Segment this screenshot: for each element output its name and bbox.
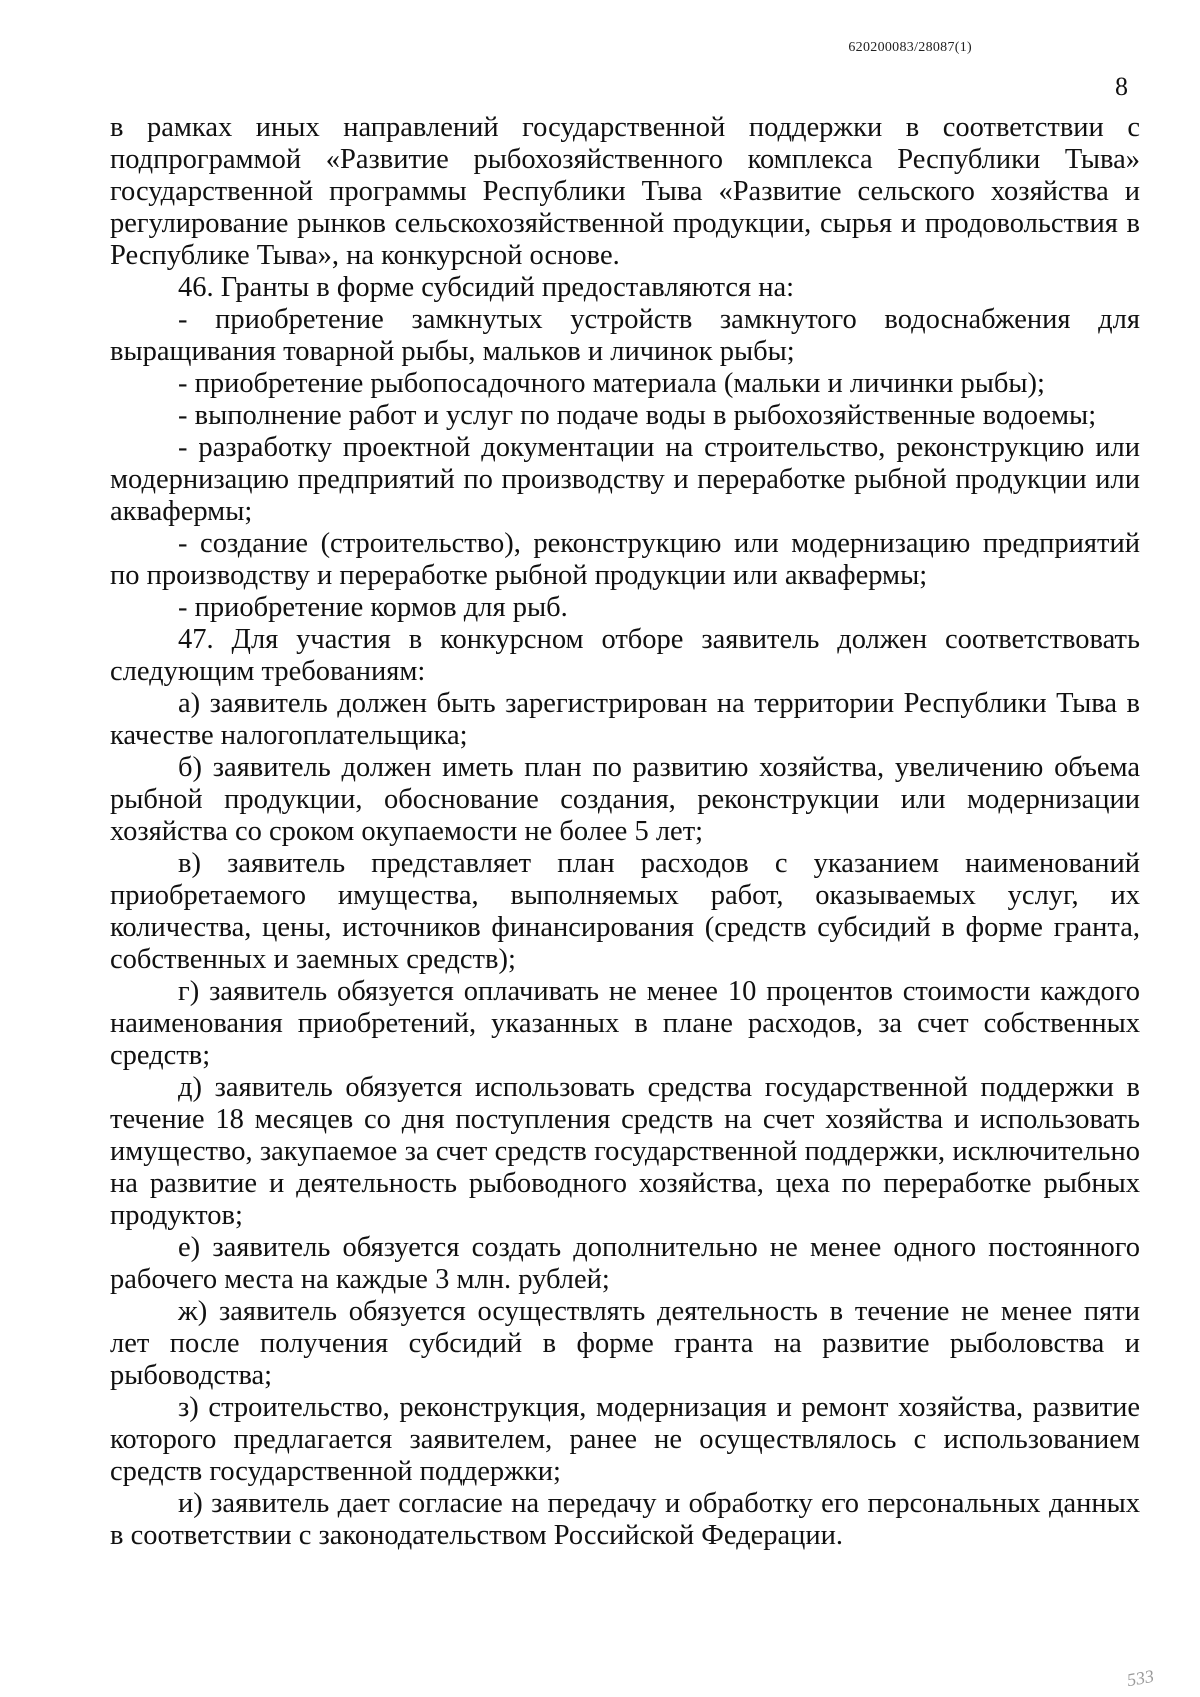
list-item: - приобретение рыбопосадочного материала (мальки и личинки рыбы); [178, 368, 1045, 399]
document-body [110, 112, 1140, 1552]
list-item: - приобретение замкнутых устройств замкнутого водоснабжения для выращивания товарной рыбы, мальков и личинок рыбы; [110, 304, 1140, 367]
document-id: 620200083/28087(1) [848, 40, 972, 55]
list-item: - создание (строительство), реконструкцию или модернизацию предприятий по производству и переработке рыбной продукции или аквафермы; [110, 528, 1140, 591]
list-item: - разработку проектной документации на строительство, реконструкцию или модернизацию предприятий по производству и переработке рыбной продукции или аквафермы; [110, 432, 1140, 527]
list-item: - приобретение кормов для рыб. [178, 592, 568, 623]
requirement-item: ж) заявитель обязуется осуществлять деятельность в течение не менее пяти лет после получения субсидий в форме гранта на развитие рыболовства и рыбоводства; [110, 1296, 1140, 1391]
requirement-item: г) заявитель обязуется оплачивать не менее 10 процентов стоимости каждого наименования приобретений, указанных в плане расходов, за счет собственных средств; [110, 976, 1140, 1071]
requirement-item: а) заявитель должен быть зарегистрирован на территории Республики Тыва в качестве налогоплательщика; [110, 688, 1140, 751]
page-number: 8 [1115, 72, 1128, 101]
requirement-item: е) заявитель обязуется создать дополнительно не менее одного постоянного рабочего места на каждые 3 млн. рублей; [110, 1232, 1140, 1295]
requirement-item: б) заявитель должен иметь план по развитию хозяйства, увеличению объема рыбной продукции, обоснование создания, реконструкции или модернизации хозяйства со сроком окупаемости не более 5 лет; [110, 752, 1140, 847]
section-heading-47: 47. Для участия в конкурсном отборе заявитель должен соответствовать следующим требованиям: [110, 624, 1140, 687]
paragraph: в рамках иных направлений государственной поддержки в соответствии с подпрограммой «Развитие рыбохозяйственного комплекса Республики Тыва» государственной программы Республики Тыва «Развитие сельского хозяйства и регулирование рынков сельскохозяйственной продукции, сырья и продовольствия в Республике Тыва», на конкурсной основе. [110, 112, 1140, 271]
requirement-item: д) заявитель обязуется использовать средства государственной поддержки в течение 18 месяцев со дня поступления средств на счет хозяйства и использовать имущество, закупаемое за счет средств государственной поддержки, исключительно на развитие и деятельность рыбоводного хозяйства, цеха по переработке рыбных продуктов; [110, 1072, 1140, 1231]
requirement-item: в) заявитель представляет план расходов с указанием наименований приобретаемого имущества, выполняемых работ, оказываемых услуг, их количества, цены, источников финансирования (средств субсидий в форме гранта, собственных и заемных средств); [110, 848, 1140, 975]
requirement-item: з) строительство, реконструкция, модернизация и ремонт хозяйства, развитие которого предлагается заявителем, ранее не осуществлялось с использованием средств государственной поддержки; [110, 1392, 1140, 1487]
scan-mark: 533 [1125, 1665, 1156, 1691]
list-item: - выполнение работ и услуг по подаче воды в рыбохозяйственные водоемы; [178, 400, 1097, 431]
requirement-item: и) заявитель дает согласие на передачу и обработку его персональных данных в соответствии с законодательством Российской Федерации. [110, 1488, 1140, 1551]
section-heading-46: 46. Гранты в форме субсидий предоставляются на: [178, 272, 795, 303]
